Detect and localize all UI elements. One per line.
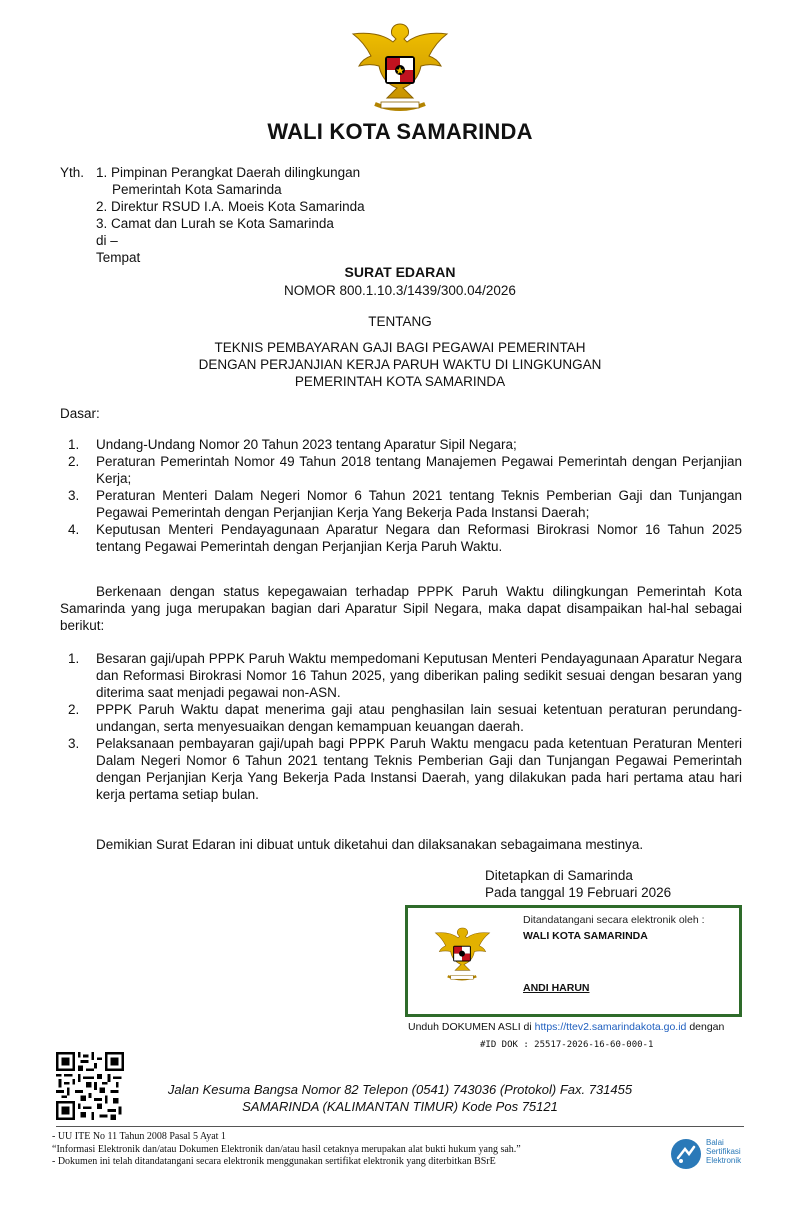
list-item: 2. PPPK Paruh Waktu dapat menerima gaji atau penghasilan lain sesuai ketentuan peraturan perundang-undangan, serta menyesuaikan dengan kemampuan keuangan daerah. — [68, 702, 742, 734]
subject-line: TEKNIS PEMBAYARAN GAJI BAGI PEGAWAI PEMERINTAH — [214, 340, 586, 355]
basis-label: Dasar: — [60, 406, 100, 421]
closing-paragraph: Demikian Surat Edaran ini dibuat untuk diketahui dan dilaksanakan sebagaimana mestinya. — [96, 837, 644, 852]
points-list — [60, 650, 742, 803]
legal-line: “Informasi Elektronik dan/atau Dokumen Elektronik dan/atau hasil cetaknya merupakan alat bukti hukum yang sah.” — [52, 1143, 521, 1155]
list-item-text: Besaran gaji/upah PPPK Paruh Waktu mempedomani Keputusan Menteri Pendayagunaan Aparatur Negara dan Reformasi Birokrasi Nomor 16 Tahun 2025, yang diberikan paling sedikit sesuai dengan besaran yang diterima saat menjadi pegawai non-ASN. — [96, 651, 742, 700]
bsre-line: Elektronik — [706, 1156, 742, 1165]
about-label: TENTANG — [368, 314, 432, 329]
basis-list — [60, 436, 742, 555]
subject-line: DENGAN PERJANJIAN KERJA PARUH WAKTU DI LINGKUNGAN — [198, 357, 602, 372]
bsre-line: Sertifikasi — [706, 1147, 741, 1156]
signer-name: ANDI HARUN — [523, 982, 590, 994]
recipient-line: 3. Camat dan Lurah se Kota Samarinda — [96, 216, 334, 231]
list-item-text: Peraturan Pemerintah Nomor 49 Tahun 2018 tentang Manajemen Pegawai Pemerintah dengan Perjanjian Kerja; — [96, 454, 742, 486]
list-item-text: PPPK Paruh Waktu dapat menerima gaji atau penghasilan lain sesuai ketentuan peraturan perundang-undangan, serta menyesuaikan dengan kemampuan keuangan daerah. — [96, 702, 742, 734]
legal-line: - Dokumen ini telah ditandatangani secara elektronik menggunakan sertifikat elektronik yang diterbitkan BSrE — [52, 1156, 496, 1167]
download-prefix: Unduh DOKUMEN ASLI di — [408, 1021, 535, 1033]
recipient-line: 2. Direktur RSUD I.A. Moeis Kota Samarinda — [96, 199, 365, 214]
document-id: #ID DOK : 25517-2026-16-60-000-1 — [480, 1040, 654, 1050]
recipient-prefix: Yth. — [60, 165, 85, 180]
garuda-emblem-icon — [430, 922, 494, 1000]
list-item: 1. Besaran gaji/upah PPPK Paruh Waktu mempedomani Keputusan Menteri Pendayagunaan Aparatur Negara dan Reformasi Birokrasi Nomor 16 Tahun 2025, yang diberikan paling sedikit sesuai dengan besaran yang diterima saat menjadi pegawai non-ASN. — [68, 651, 742, 700]
legal-line: - UU ITE No 11 Tahun 2008 Pasal 5 Ayat 1 — [52, 1131, 226, 1142]
letter-subject — [0, 339, 800, 390]
list-item: 1. Undang-Undang Nomor 20 Tahun 2023 tentang Aparatur Sipil Negara; — [68, 437, 517, 452]
bsre-logo-text — [706, 1138, 741, 1165]
download-suffix: dengan — [686, 1021, 725, 1033]
issued-place: Ditetapkan di Samarinda — [485, 868, 633, 883]
verification-link[interactable]: https://ttev2.samarindakota.go.id — [534, 1021, 687, 1033]
signer-position: WALI KOTA SAMARINDA — [523, 930, 648, 942]
electronic-signature-box — [405, 905, 742, 1017]
issued-date: Pada tanggal 19 Februari 2026 — [485, 885, 672, 900]
list-item: 3. Pelaksanaan pembayaran gaji/upah bagi PPPK Paruh Waktu mengacu pada ketentuan Peraturan Menteri Dalam Negeri Nomor 6 Tahun 2021 tentang Teknis Pemberian Gaji dan Tunjangan Pegawai Pemerintah dengan Perjanjian Kerja Yang Bekerja Pada Instansi Daerah, yang dilakukan pada hari pertama atau hari kerja pertama setiap bulan. — [68, 736, 742, 802]
footer-divider — [56, 1126, 744, 1127]
list-item-text: Undang-Undang Nomor 20 Tahun 2023 tentang Aparatur Sipil Negara; — [96, 437, 517, 452]
recipient-line: Pemerintah Kota Samarinda — [112, 182, 282, 197]
garuda-emblem-icon — [335, 18, 465, 118]
list-item: 4. Keputusan Menteri Pendayagunaan Aparatur Negara dan Reformasi Birokrasi Nomor 16 Tahun 2025 tentang Pegawai Pemerintah dengan Perjanjian Kerja Paruh Waktu. — [68, 522, 742, 554]
list-item-text: Pelaksanaan pembayaran gaji/upah bagi PPPK Paruh Waktu mengacu pada ketentuan Peraturan Menteri Dalam Negeri Nomor 6 Tahun 2021 tentang Teknis Pemberian Gaji dan Tunjangan Pegawai Pemerintah dengan Perjanjian Kerja Yang Bekerja Pada Instansi Daerah, yang dilakukan pada hari pertama atau hari kerja pertama setiap bulan. — [96, 736, 742, 802]
recipient-list — [96, 164, 365, 266]
intro-paragraph: Berkenaan dengan status kepegawaian terhadap PPPK Paruh Waktu dilingkungan Pemerintah Kota Samarinda yang juga merupakan bagian dari Aparatur Sipil Negara, maka dapat disampaikan hal-hal sebagai berikut: — [60, 584, 742, 633]
issued-block — [485, 867, 671, 901]
footer-address-line: SAMARINDA (KALIMANTAN TIMUR) Kode Pos 75121 — [242, 1099, 558, 1114]
subject-line: PEMERINTAH KOTA SAMARINDA — [294, 374, 506, 389]
letter-type: SURAT EDARAN — [344, 264, 456, 280]
recipient-line: di – — [96, 233, 118, 248]
recipient-line: 1. Pimpinan Perangkat Daerah dilingkungan — [96, 165, 361, 180]
legal-notes — [52, 1131, 672, 1169]
download-note — [408, 1021, 724, 1033]
list-item-text: Keputusan Menteri Pendayagunaan Aparatur Negara dan Reformasi Birokrasi Nomor 16 Tahun 2025 tentang Pegawai Pemerintah dengan Perjanjian Kerja Paruh Waktu. — [96, 522, 742, 554]
list-item: 3. Peraturan Menteri Dalam Negeri Nomor 6 Tahun 2021 tentang Teknis Pemberian Gaji dan Tunjangan Pegawai Pemerintah dengan Perjanjian Kerja Yang Bekerja Pada Instansi Daerah; — [68, 488, 742, 520]
footer-address-line: Jalan Kesuma Bangsa Nomor 82 Telepon (0541) 743036 (Protokol) Fax. 731455 — [167, 1082, 633, 1097]
signed-note: Ditandatangani secara elektronik oleh : — [523, 914, 705, 926]
page-title: WALI KOTA SAMARINDA — [267, 119, 533, 144]
bsre-line: Balai — [706, 1138, 724, 1147]
footer-address — [0, 1081, 800, 1115]
list-item-text: Peraturan Menteri Dalam Negeri Nomor 6 Tahun 2021 tentang Teknis Pemberian Gaji dan Tunjangan Pegawai Pemerintah dengan Perjanjian Kerja Yang Bekerja Pada Instansi Daerah; — [96, 488, 742, 520]
recipient-line: Tempat — [96, 250, 141, 265]
letter-number: NOMOR 800.1.10.3/1439/300.04/2026 — [284, 283, 516, 298]
list-item: 2. Peraturan Pemerintah Nomor 49 Tahun 2018 tentang Manajemen Pegawai Pemerintah dengan Perjanjian Kerja; — [68, 454, 742, 486]
